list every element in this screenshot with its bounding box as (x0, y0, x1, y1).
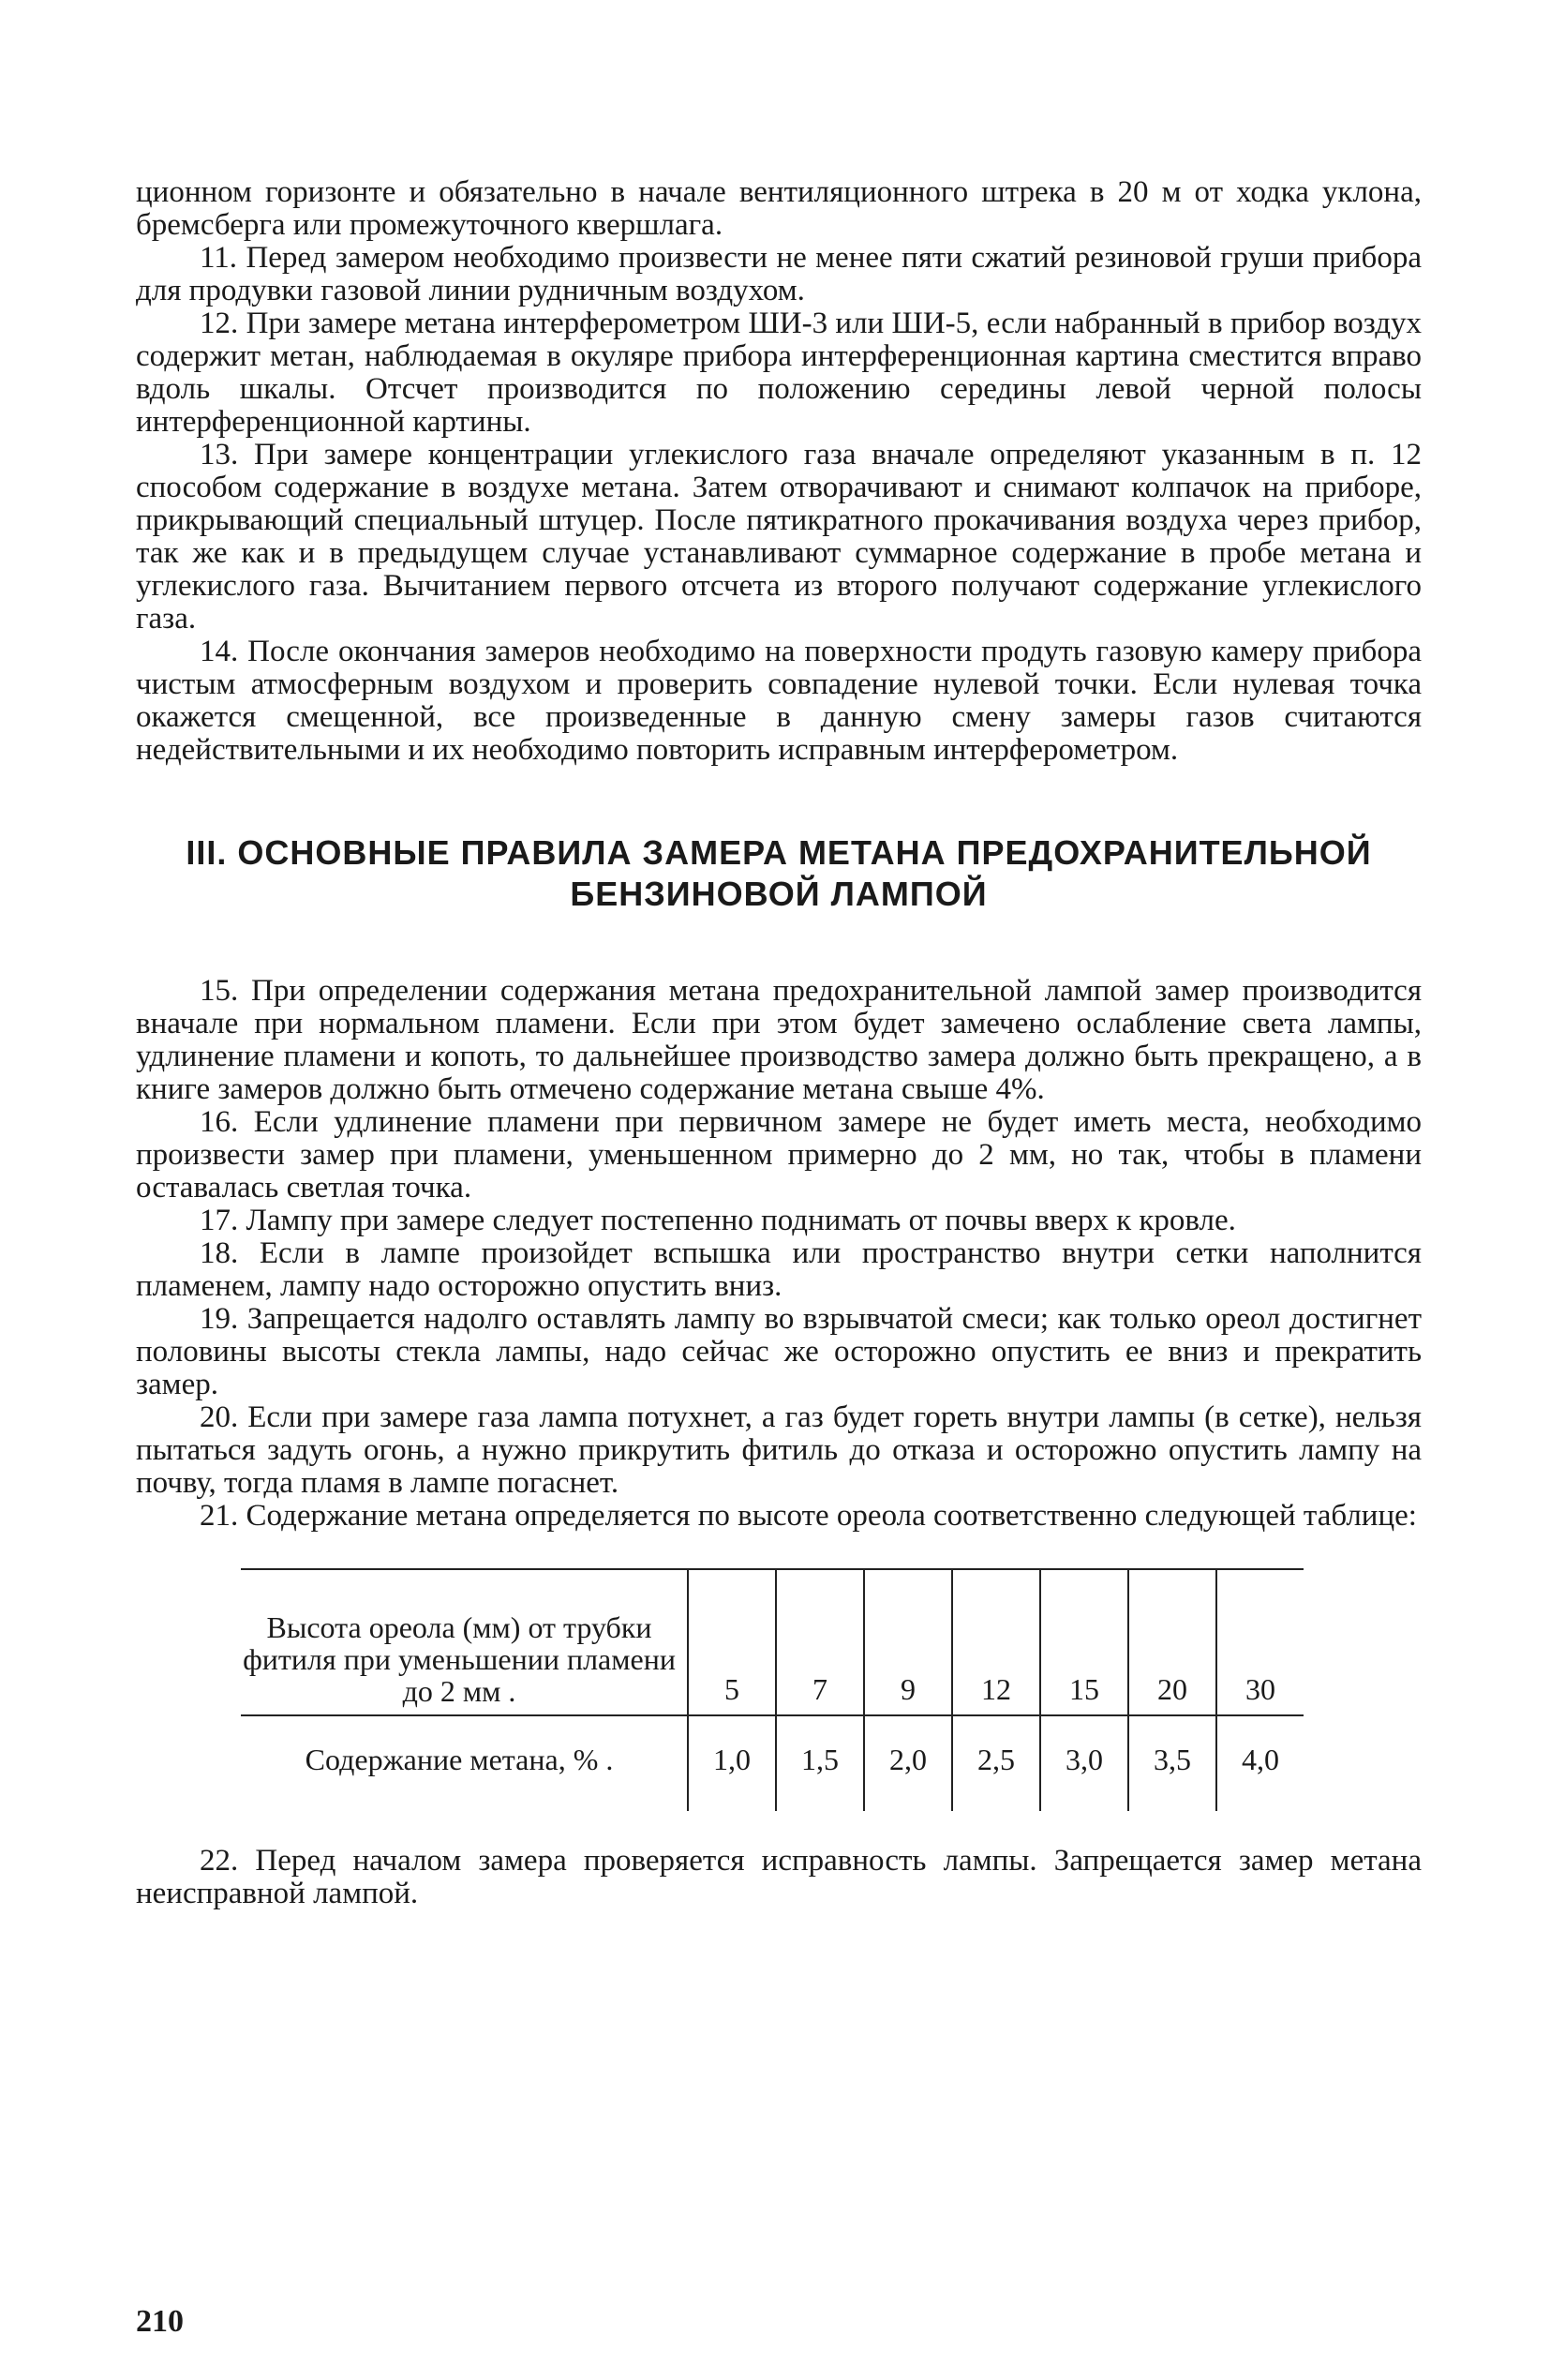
paragraph-16: 16. Если удлинение пламени при первичном замере не будет иметь места, необходимо произвести замер при пламени, уменьшенном примерно до 2 мм, но так, чтобы в пламени оставалась светлая точка. (136, 1105, 1422, 1205)
section-paragraphs (136, 975, 1422, 1533)
table-cell: 9 (864, 1569, 952, 1715)
paragraph-19: 19. Запрещается надолго оставлять лампу во взрывчатой смеси; как только ореол достигнет половины высоты стекла лампы, надо сейчас же осторожно опустить ее вниз и прекратить замер. (136, 1302, 1422, 1401)
table-cell: 2,5 (952, 1715, 1040, 1811)
paragraph-20: 20. Если при замере газа лампа потухнет, а газ будет гореть внутри лампы (в сетке), нельзя пытаться задуть огонь, а нужно прикрутить фитиль до отказа и осторожно опустить лампу на почву, тогда пламя в лампе погаснет. (136, 1400, 1422, 1500)
table-cell: 4,0 (1216, 1715, 1304, 1811)
table-cell: 30 (1216, 1569, 1304, 1715)
paragraph-12: 12. При замере метана интерферометром ШИ-3 или ШИ-5, если набранный в прибор воздух содержит метан, наблюдаемая в окуляре прибора интерференционная картина сместится вправо вдоль шкалы. Отсчет производится по положению середины левой черной полосы интерференционной картины. (136, 307, 1422, 439)
section-heading (136, 832, 1422, 915)
row-label-halo-height: Высота ореола (мм) от трубки фитиля при уменьшении пламени до 2 мм . (241, 1569, 688, 1715)
page-content (136, 176, 1422, 1910)
page-number: 210 (136, 2304, 184, 2339)
table-cell: 3,0 (1040, 1715, 1128, 1811)
paragraph-18: 18. Если в лампе произойдет вспышка или пространство внутри сетки наполнится пламенем, лампу надо осторожно опустить вниз. (136, 1236, 1422, 1303)
paragraph-11: 11. Перед замером необходимо произвести не менее пяти сжатий резиновой груши прибора для продувки газовой линии рудничным воздухом. (136, 241, 1422, 307)
paragraph-17: 17. Лампу при замере следует постепенно поднимать от почвы вверх к кровле. (200, 1204, 1236, 1237)
paragraph-15: 15. При определении содержания метана предохранительной лампой замер производится вначале при нормальном пламени. Если при этом будет замечено ослабление света лампы, удлинение пламени и копоть, то дальнейшее производство замера должно быть прекращено, а в книге замеров должно быть отмечено содержание метана свыше 4%. (136, 974, 1422, 1106)
paragraphs-top (136, 176, 1422, 767)
row-label-methane-content: Содержание метана, % . (305, 1743, 614, 1776)
table-cell: 1,5 (776, 1715, 864, 1811)
section-heading-line-2: БЕНЗИНОВОЙ ЛАМПОЙ (570, 875, 988, 913)
halo-methane-table (241, 1568, 1304, 1811)
table-row-halo-height (241, 1569, 1304, 1715)
table-cell: 15 (1040, 1569, 1128, 1715)
paragraph-14: 14. После окончания замеров необходимо на поверхности продуть газовую камеру прибора чистым атмосферным воздухом и проверить совпадение нулевой точки. Если нулевая точка окажется смещенной, все произведенные в данную смену замеры газов считаются недействительными и их необходимо повторить исправным интерферометром. (136, 635, 1422, 767)
section-heading-line-1: III. ОСНОВНЫЕ ПРАВИЛА ЗАМЕРА МЕТАНА ПРЕДОХРАНИТЕЛЬНОЙ (186, 833, 1372, 872)
table-cell: 20 (1128, 1569, 1216, 1715)
paragraph-22: 22. Перед началом замера проверяется исправность лампы. Запрещается замер метана неисправной лампой. (136, 1844, 1422, 1910)
paragraph: ционном горизонте и обязательно в начале вентиляционного штрека в 20 м от ходка уклона, бремсберга или промежуточного квершлага. (136, 175, 1422, 242)
table-cell: 1,0 (688, 1715, 776, 1811)
table-row-methane-content (241, 1715, 1304, 1811)
table-cell: 7 (776, 1569, 864, 1715)
table-cell: 2,0 (864, 1715, 952, 1811)
table-cell: 5 (688, 1569, 776, 1715)
table-cell: 12 (952, 1569, 1040, 1715)
table-cell: 3,5 (1128, 1715, 1216, 1811)
paragraph-13: 13. При замере концентрации углекислого газа вначале определяют указанным в п. 12 способом содержание в воздухе метана. Затем отворачивают и снимают колпачок на приборе, прикрывающий специальный штуцер. После пятикратного прокачивания воздуха через прибор, так же как и в предыдущем случае устанавливают суммарное содержание в пробе метана и углекислого газа. Вычитанием первого отсчета из второго получают содержание углекислого газа. (136, 438, 1422, 636)
paragraph-21: 21. Содержание метана определяется по высоте ореола соответственно следующей таблице: (200, 1499, 1417, 1533)
